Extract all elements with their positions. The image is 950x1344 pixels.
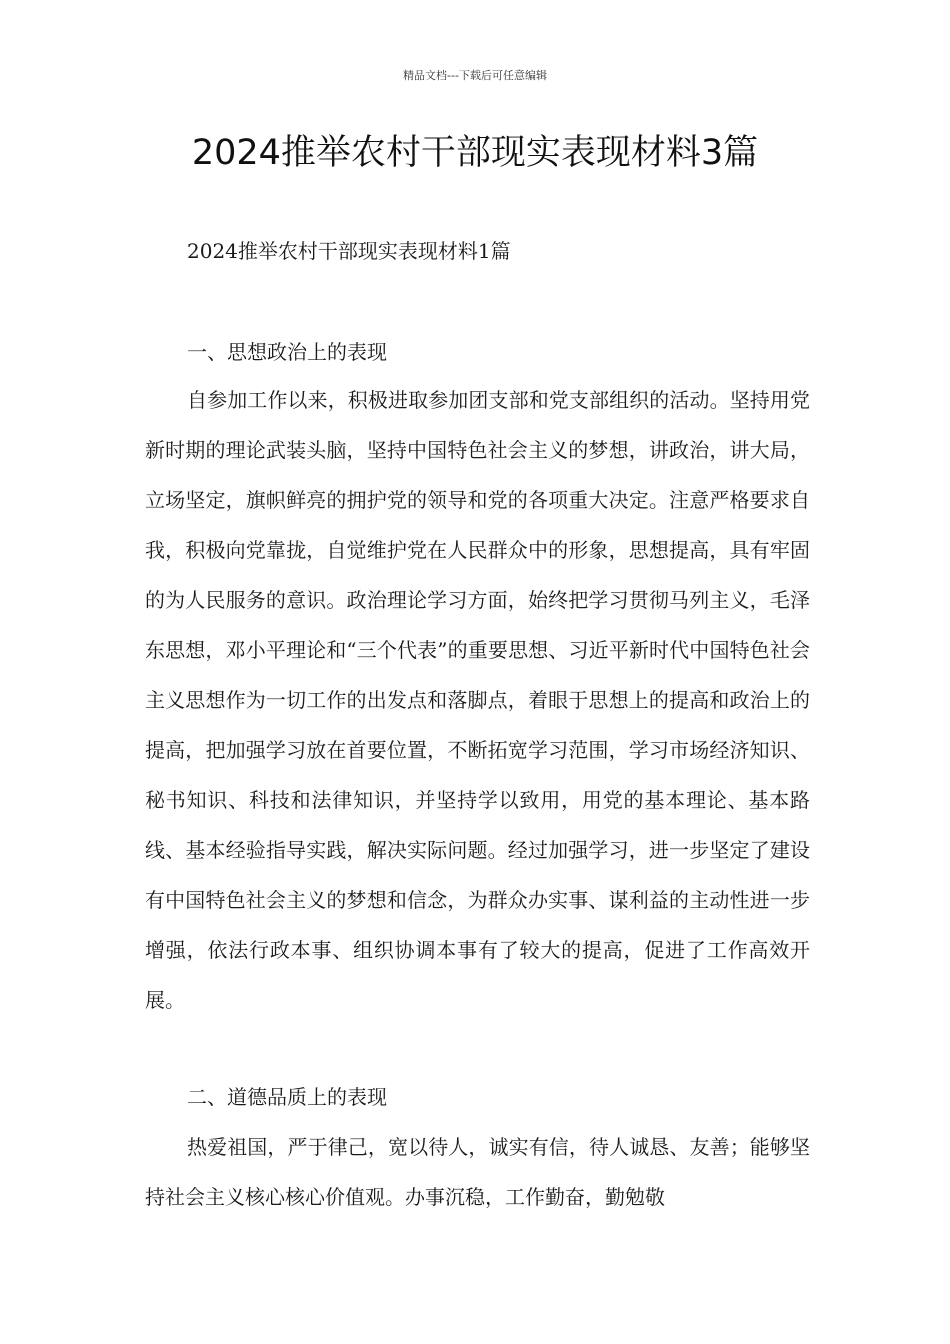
document-subtitle: 2024推举农村干部现实表现材料1篇 xyxy=(187,239,511,263)
header-note: 精品文档---下载后可任意编辑 xyxy=(403,69,547,82)
document-title: 2024推举农村干部现实表现材料3篇 xyxy=(191,133,759,173)
section-heading-1: 一、思想政治上的表现 xyxy=(187,340,387,364)
section-paragraph-2: 热爱祖国，严于律己，宽以待人，诚实有信，待人诚恳、友善；能够坚持社会主义核心核心价值观。办事沉稳，工作勤奋，勤勉敬 xyxy=(145,1135,810,1209)
section-heading-2: 二、道德品质上的表现 xyxy=(187,1085,387,1109)
section-paragraph-1: 自参加工作以来，积极进取参加团支部和党支部组织的活动。坚持用党新时期的理论武装头脑，坚持中国特色社会主义的梦想，讲政治，讲大局，立场坚定，旗帜鲜亮的拥护党的领导和党的各项重大决定。注意严格要求自我，积极向党靠拢，自觉维护党在人民群众中的形象，思想提高，具有牢固的为人民服务的意识。政治理论学习方面，始终把学习贯彻马列主义，毛泽东思想，邓小平理论和“三个代表”的重要思想、习近平新时代中国特色社会主义思想作为一切工作的出发点和落脚点，着眼于思想上的提高和政治上的提高，把加强学习放在首要位置，不断拓宽学习范围，学习市场经济知识、秘书知识、科技和法律知识，并坚持学以致用，用党的基本理论、基本路线、基本经验指导实践，解决实际问题。经过加强学习，进一步坚定了建设有中国特色社会主义的梦想和信念，为群众办实事、谋利益的主动性进一步增强，依法行政本事、组织协调本事有了较大的提高，促进了工作高效开展。 xyxy=(145,388,810,1012)
